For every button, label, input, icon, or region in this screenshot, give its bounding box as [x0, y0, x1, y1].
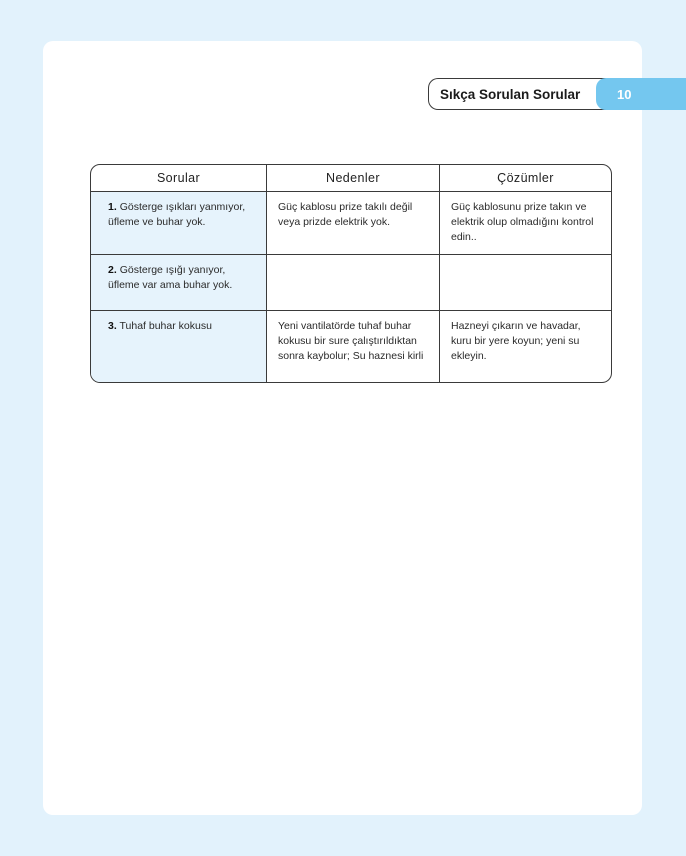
section-title — [428, 78, 618, 110]
manual-page — [43, 41, 642, 815]
question-text: Gösterge ışığı yanıyor, üfleme var ama buhar yok. — [108, 264, 233, 291]
page-number: 10 — [617, 86, 632, 102]
faq-table — [90, 164, 612, 383]
reason-cell: Yeni vantilatörde tuhaf buhar kokusu bir sure çalıştırıldıktan sonra kaybolur; Su haznesi kirli — [267, 311, 440, 382]
question-text: Gösterge ışıkları yanmıyor, üfleme ve buhar yok. — [108, 201, 246, 228]
table-row — [91, 192, 611, 255]
question-cell — [91, 192, 267, 255]
question-number: 1. — [108, 201, 117, 213]
question-cell — [91, 255, 267, 311]
section-title-text: Sıkça Sorulan Sorular — [440, 86, 581, 102]
table-row — [91, 255, 611, 311]
column-header-questions: Sorular — [91, 165, 267, 192]
solution-cell: Hazneyi çıkarın ve havadar, kuru bir yere koyun; yeni su ekleyin. — [451, 320, 581, 362]
question-text: Tuhaf buhar kokusu — [119, 320, 212, 332]
question-number: 2. — [108, 264, 117, 276]
question-cell — [91, 311, 267, 382]
column-header-solutions: Çözümler — [440, 165, 611, 192]
solution-cell: Güç kablosunu prize takın ve elektrik olup olmadığını kontrol edin.. — [440, 192, 611, 255]
table-header-row — [91, 165, 611, 192]
column-header-reasons: Nedenler — [267, 165, 440, 192]
page-number-badge — [596, 78, 686, 110]
reason-cell — [267, 255, 440, 311]
solution-cell — [440, 255, 611, 311]
reason-cell: Güç kablosu prize takılı değil veya prizde elektrik yok. — [267, 192, 440, 255]
table-row — [91, 311, 611, 382]
question-number: 3. — [108, 320, 117, 332]
